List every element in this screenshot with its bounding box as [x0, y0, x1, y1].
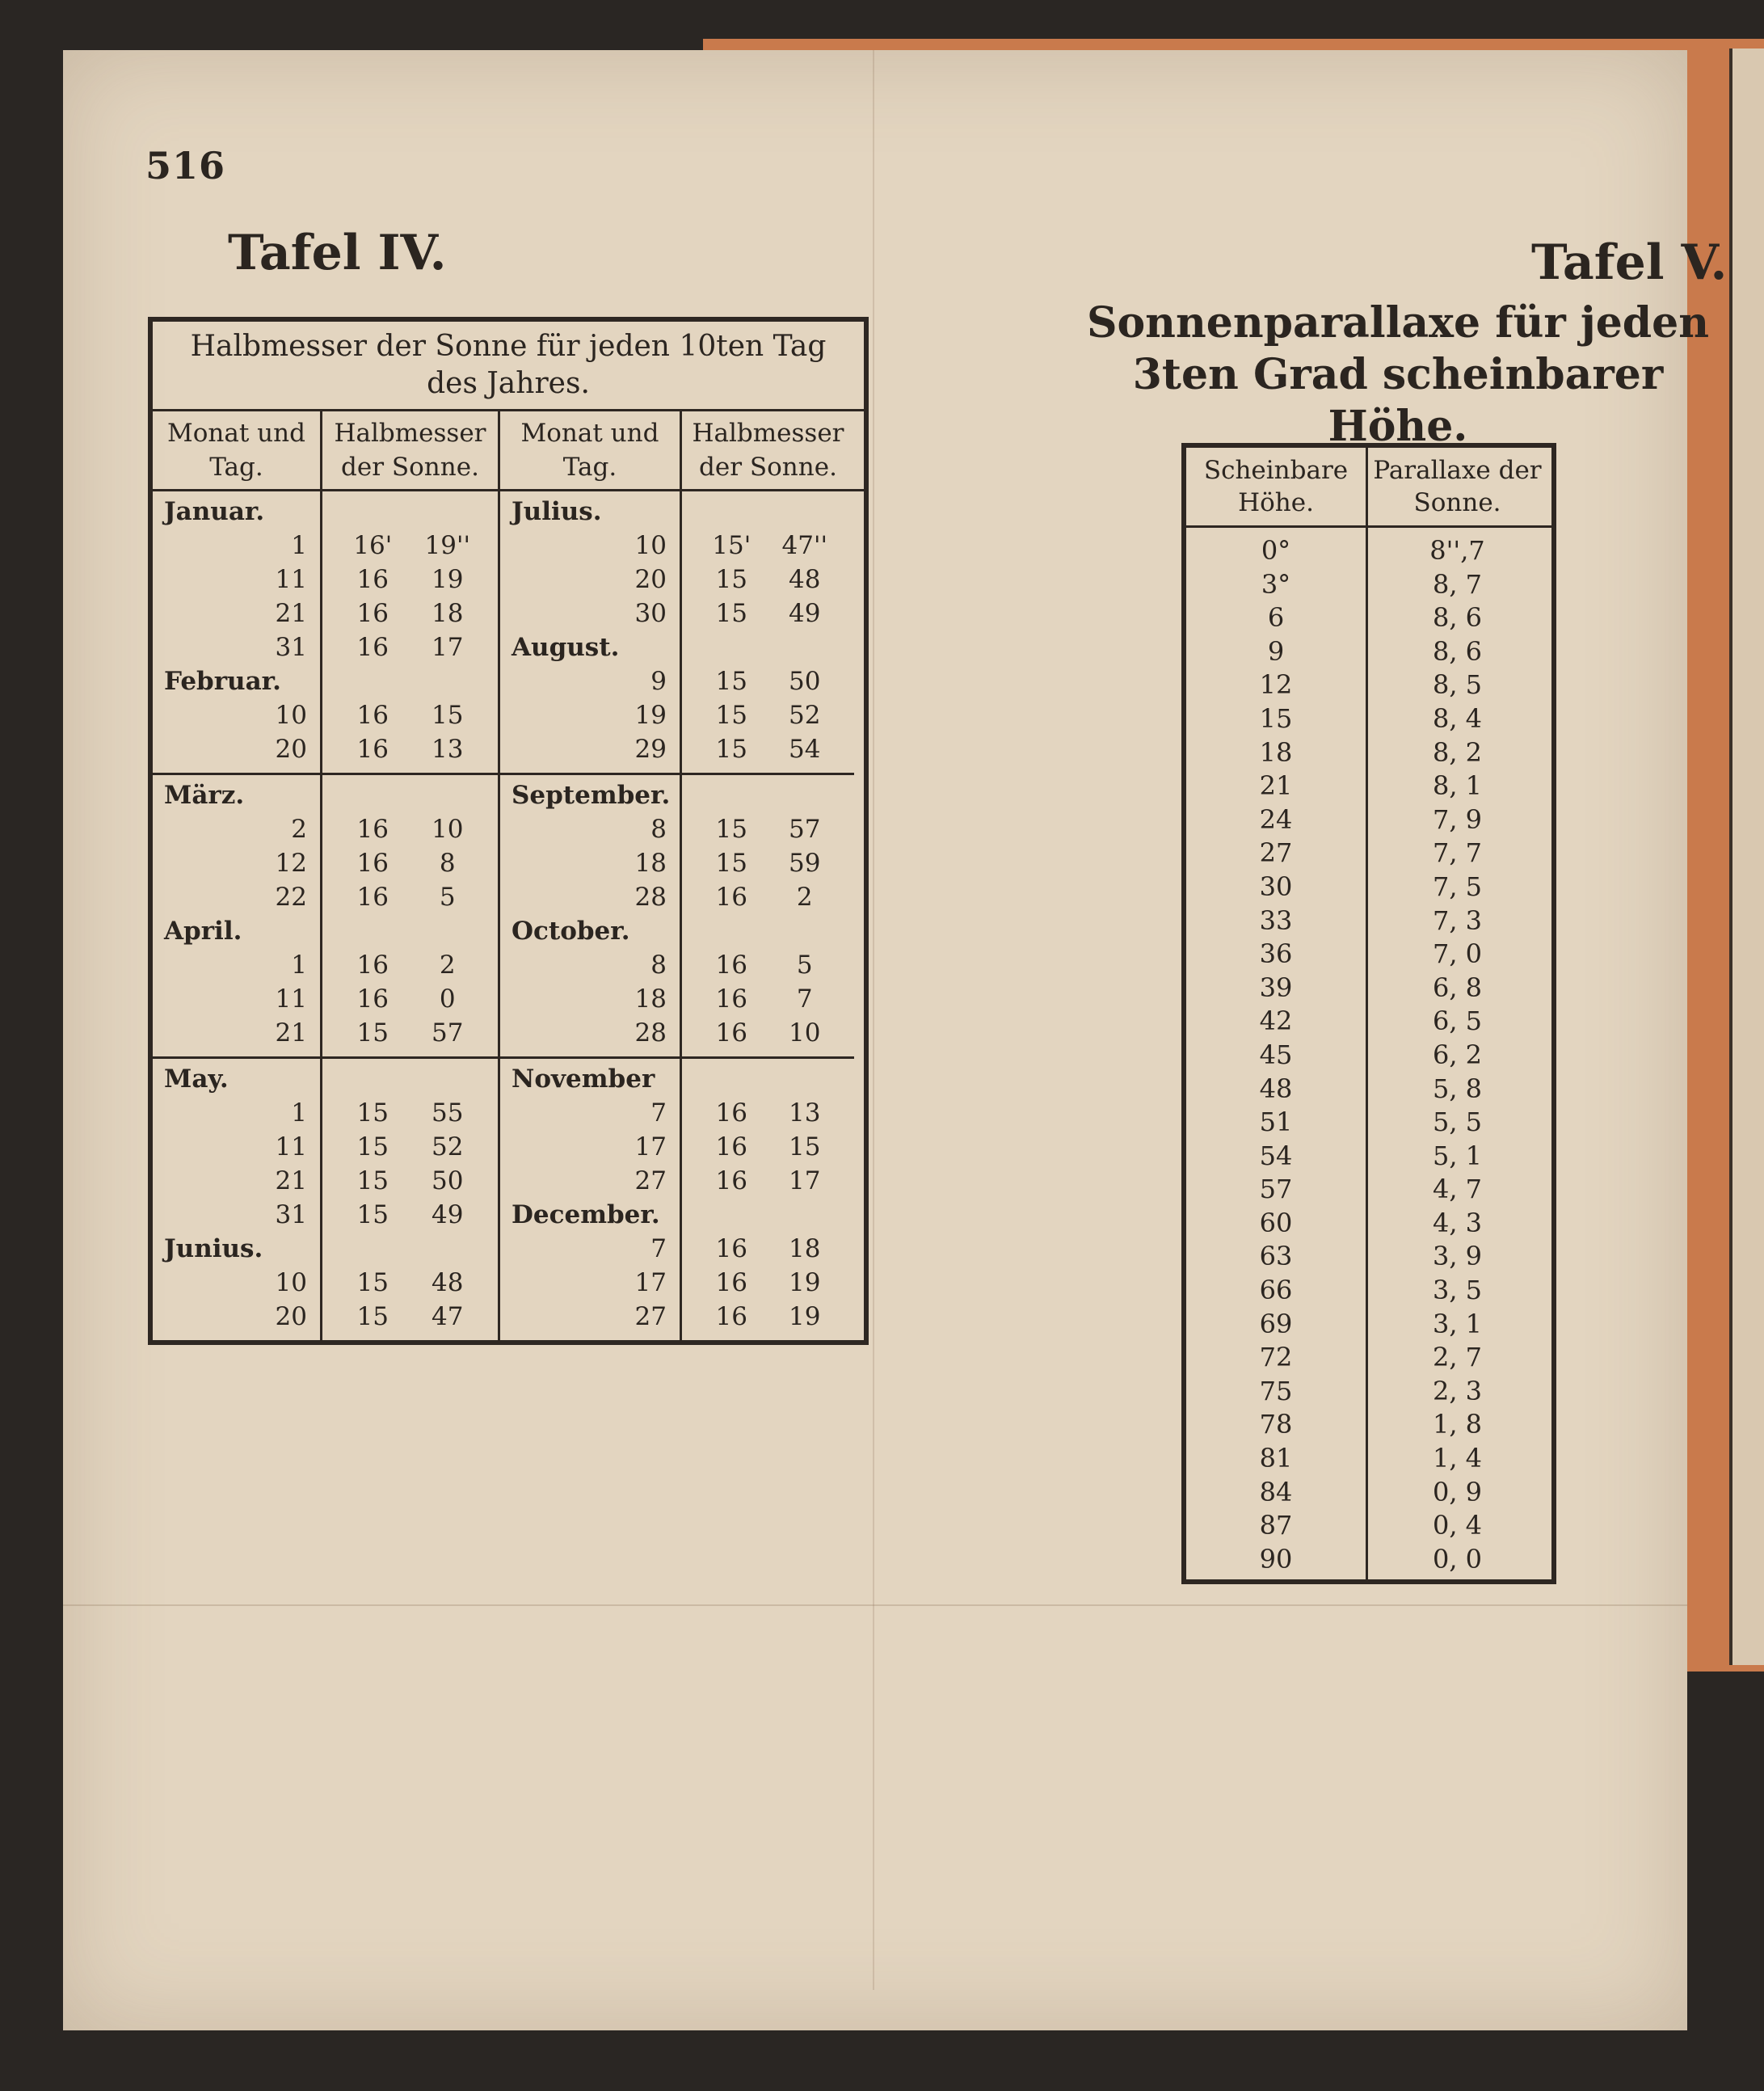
day-number: 22 [275, 883, 307, 912]
halbmesser-value [322, 597, 498, 630]
hoehe-value: 63 [1259, 1241, 1293, 1272]
month-block [500, 1059, 680, 1340]
hoehe-value: 36 [1259, 938, 1293, 970]
hoehe-value: 87 [1259, 1510, 1293, 1541]
halbmesser-value [682, 1130, 854, 1164]
parallaxe-value: 7, 0 [1432, 938, 1483, 970]
day-number: 7 [650, 1098, 667, 1128]
day-number: 18 [634, 984, 667, 1014]
parallaxe-value: 0, 9 [1432, 1476, 1483, 1507]
month-label: März. [164, 781, 245, 810]
halbmesser-value [682, 1016, 854, 1050]
parallaxe-value: 3, 9 [1432, 1241, 1483, 1272]
day-number: 31 [275, 1200, 307, 1229]
hoehe-value: 42 [1259, 1005, 1293, 1037]
day-number: 10 [275, 1268, 307, 1297]
minutes: 15 [356, 1200, 389, 1229]
hoehe-value: 69 [1259, 1308, 1293, 1339]
column-header: Halbmesser der Sonne. [692, 419, 844, 482]
seconds: 57 [789, 815, 821, 844]
parallaxe-value: 1, 4 [1432, 1443, 1483, 1474]
empty-cell [322, 664, 498, 698]
tafel-v-title: Tafel V. [1531, 234, 1728, 291]
seconds: 13 [432, 735, 464, 764]
halbmesser-value [322, 698, 498, 732]
minutes: 16 [356, 599, 389, 628]
minutes: 16 [715, 951, 747, 980]
month-label: August. [512, 633, 620, 662]
minutes: 16 [715, 1268, 747, 1297]
seconds: 48 [789, 565, 821, 594]
halbmesser-value [322, 880, 498, 914]
seconds: 19 [432, 565, 464, 594]
hoehe-value: 12 [1259, 669, 1293, 701]
day-number: 30 [634, 599, 667, 628]
hoehe-value: 27 [1259, 837, 1293, 869]
tafel-iv-table [148, 317, 869, 1345]
hoehe-value: 66 [1259, 1275, 1293, 1306]
tafel-v-table [1181, 443, 1556, 1584]
parallaxe-value: 6, 8 [1432, 972, 1483, 1003]
hoehe-value: 9 [1267, 635, 1285, 667]
parallaxe-value: 8, 4 [1432, 702, 1483, 734]
seconds: 47 [432, 1302, 464, 1331]
day-number: 8 [650, 951, 667, 980]
day-number: 18 [634, 849, 667, 878]
day-number: 29 [634, 735, 667, 764]
parallaxe-value: 8, 1 [1432, 770, 1483, 802]
day-number: 27 [634, 1166, 667, 1195]
fold-line-vertical [873, 50, 874, 1990]
seconds: 15 [432, 701, 464, 730]
minutes: 15' [712, 531, 751, 560]
hoehe-value: 57 [1259, 1174, 1293, 1205]
month-label: April. [164, 917, 242, 946]
minutes: 15 [356, 1132, 389, 1161]
month-block [322, 1059, 498, 1340]
month-label: September. [512, 781, 671, 810]
seconds: 57 [432, 1018, 464, 1048]
adjacent-page-edge [1729, 48, 1764, 1665]
day-number: 8 [650, 815, 667, 844]
month-label: December. [512, 1200, 660, 1229]
seconds: 5 [796, 951, 813, 980]
day-number: 28 [634, 883, 667, 912]
minutes: 15 [715, 599, 747, 628]
empty-cell [322, 778, 498, 812]
halbmesser-value [322, 1198, 498, 1232]
month-block [322, 775, 498, 1059]
seconds: 50 [789, 667, 821, 696]
minutes: 15 [715, 849, 747, 878]
empty-cell [682, 914, 854, 948]
hoehe-value: 75 [1259, 1375, 1293, 1406]
tafel-v-body [1186, 528, 1551, 1579]
seconds: 17 [432, 633, 464, 662]
hoehe-value: 81 [1259, 1443, 1293, 1474]
column-scheinbare-hoehe [1186, 528, 1368, 1579]
seconds: 54 [789, 735, 821, 764]
empty-cell [682, 495, 854, 529]
seconds: 19'' [424, 531, 470, 560]
minutes: 15 [715, 815, 747, 844]
empty-cell [682, 778, 854, 812]
seconds: 7 [796, 984, 813, 1014]
halbmesser-value [682, 1096, 854, 1130]
seconds: 19 [789, 1268, 821, 1297]
column-header: Parallaxe der Sonne. [1373, 456, 1542, 517]
seconds: 15 [789, 1132, 821, 1161]
month-block [682, 1059, 854, 1340]
parallaxe-value: 0, 0 [1432, 1543, 1483, 1575]
minutes: 15 [356, 1268, 389, 1297]
minutes: 16 [356, 815, 389, 844]
halbmesser-value [322, 563, 498, 597]
month-block [153, 1059, 320, 1340]
month-label: November [512, 1064, 655, 1094]
parallaxe-value: 7, 7 [1432, 837, 1483, 869]
seconds: 55 [432, 1098, 464, 1128]
page-number: 516 [145, 144, 226, 188]
halbmesser-value [682, 880, 854, 914]
parallaxe-value: 0, 4 [1432, 1510, 1483, 1541]
empty-cell [322, 1062, 498, 1096]
minutes: 15 [715, 735, 747, 764]
seconds: 52 [789, 701, 821, 730]
hoehe-value: 0° [1261, 535, 1291, 566]
halbmesser-value [682, 664, 854, 698]
seconds: 10 [432, 815, 464, 844]
parallaxe-value: 7, 9 [1432, 803, 1483, 835]
column-header: Monat und Tag. [500, 411, 682, 489]
month-block [500, 775, 680, 1059]
minutes: 16 [715, 1166, 747, 1195]
halbmesser-value [322, 1300, 498, 1334]
halbmesser-value [682, 1232, 854, 1266]
seconds: 59 [789, 849, 821, 878]
seconds: 49 [432, 1200, 464, 1229]
day-number: 12 [275, 849, 307, 878]
parallaxe-value: 1, 8 [1432, 1409, 1483, 1440]
hoehe-value: 84 [1259, 1476, 1293, 1507]
seconds: 48 [432, 1268, 464, 1297]
empty-cell [322, 1232, 498, 1266]
seconds: 10 [789, 1018, 821, 1048]
month-block [500, 491, 680, 775]
hoehe-value: 30 [1259, 871, 1293, 902]
day-number: 11 [275, 565, 307, 594]
halbmesser-value [682, 597, 854, 630]
hoehe-value: 6 [1267, 602, 1285, 634]
halbmesser-value [682, 982, 854, 1016]
minutes: 15 [715, 701, 747, 730]
halbmesser-value [322, 812, 498, 846]
seconds: 17 [789, 1166, 821, 1195]
month-block [682, 491, 854, 775]
minutes: 16 [715, 1234, 747, 1263]
day-number: 19 [634, 701, 667, 730]
tafel-iv-heading: Halbmesser der Sonne für jeden 10ten Tag des Jahres. [153, 322, 864, 411]
day-number: 27 [634, 1302, 667, 1331]
halbmesser-value [322, 1096, 498, 1130]
halbmesser-value [322, 1266, 498, 1300]
empty-cell [682, 1062, 854, 1096]
halbmesser-value [322, 982, 498, 1016]
halbmesser-value [682, 948, 854, 982]
tafel-v-header-row [1186, 448, 1551, 528]
month-label: Januar. [164, 497, 265, 526]
hoehe-value: 21 [1259, 770, 1293, 802]
day-number: 7 [650, 1234, 667, 1263]
tafel-v-caption: Sonnenparallaxe für jeden 3ten Grad scheinbarer Höhe. [1086, 298, 1710, 451]
parallaxe-value: 3, 5 [1432, 1275, 1483, 1306]
hoehe-value: 78 [1259, 1409, 1293, 1440]
parallaxe-value: 4, 3 [1432, 1207, 1483, 1238]
month-block [153, 775, 320, 1059]
minutes: 16 [715, 1018, 747, 1048]
month-block [322, 491, 498, 775]
seconds: 52 [432, 1132, 464, 1161]
minutes: 16 [715, 883, 747, 912]
minutes: 16 [356, 565, 389, 594]
empty-cell [322, 914, 498, 948]
minutes: 16 [715, 1302, 747, 1331]
hoehe-value: 33 [1259, 904, 1293, 936]
hoehe-value: 15 [1259, 702, 1293, 734]
parallaxe-value: 5, 5 [1432, 1107, 1483, 1138]
month-block [153, 491, 320, 775]
seconds: 0 [439, 984, 456, 1014]
parallaxe-value: 5, 8 [1432, 1073, 1483, 1104]
day-number: 21 [275, 599, 307, 628]
halbmesser-value [682, 1300, 854, 1334]
column-header: Scheinbare Höhe. [1186, 448, 1368, 525]
day-number: 28 [634, 1018, 667, 1048]
parallaxe-value: 8, 6 [1432, 635, 1483, 667]
parallaxe-value: 2, 7 [1432, 1342, 1483, 1373]
seconds: 2 [439, 951, 456, 980]
halbmesser-value [682, 812, 854, 846]
seconds: 50 [432, 1166, 464, 1195]
halbmesser-value [322, 529, 498, 563]
halbmesser-value [322, 846, 498, 880]
day-number: 9 [650, 667, 667, 696]
halbmesser-value [682, 846, 854, 880]
hoehe-value: 51 [1259, 1107, 1293, 1138]
column-monat-tag-2 [500, 491, 682, 1340]
day-number: 1 [291, 531, 307, 560]
minutes: 16 [715, 1132, 747, 1161]
tafel-iv-header-row [153, 411, 864, 491]
tafel-iv-body [153, 491, 864, 1340]
month-block [682, 775, 854, 1059]
month-label: May. [164, 1064, 229, 1094]
month-label: October. [512, 917, 630, 946]
parallaxe-value: 8, 5 [1432, 669, 1483, 701]
month-label: Julius. [512, 497, 602, 526]
parallaxe-value: 5, 1 [1432, 1140, 1483, 1171]
halbmesser-value [682, 563, 854, 597]
halbmesser-value [322, 1016, 498, 1050]
halbmesser-value [682, 529, 854, 563]
minutes: 16 [356, 951, 389, 980]
minutes: 16 [356, 984, 389, 1014]
seconds: 8 [439, 849, 456, 878]
minutes: 16 [356, 883, 389, 912]
minutes: 15 [356, 1302, 389, 1331]
month-label: Februar. [164, 667, 281, 696]
halbmesser-value [322, 1164, 498, 1198]
minutes: 15 [356, 1018, 389, 1048]
minutes: 16 [715, 1098, 747, 1128]
hoehe-value: 24 [1259, 803, 1293, 835]
column-monat-tag-1 [153, 491, 322, 1340]
parallaxe-value: 7, 5 [1432, 871, 1483, 902]
parallaxe-value: 7, 3 [1432, 904, 1483, 936]
parallaxe-value: 4, 7 [1432, 1174, 1483, 1205]
column-halbmesser-1 [322, 491, 500, 1340]
month-label: Junius. [164, 1234, 263, 1263]
day-number: 17 [634, 1268, 667, 1297]
day-number: 11 [275, 984, 307, 1014]
day-number: 20 [275, 735, 307, 764]
seconds: 18 [789, 1234, 821, 1263]
halbmesser-value [682, 698, 854, 732]
fold-line-horizontal [63, 1604, 1687, 1606]
minutes: 16' [353, 531, 393, 560]
hoehe-value: 39 [1259, 972, 1293, 1003]
day-number: 20 [634, 565, 667, 594]
day-number: 10 [275, 701, 307, 730]
day-number: 21 [275, 1018, 307, 1048]
minutes: 16 [356, 849, 389, 878]
day-number: 2 [291, 815, 307, 844]
seconds: 13 [789, 1098, 821, 1128]
minutes: 16 [356, 735, 389, 764]
halbmesser-value [322, 1130, 498, 1164]
empty-cell [682, 630, 854, 664]
parallaxe-value: 2, 3 [1432, 1375, 1483, 1406]
empty-cell [682, 1198, 854, 1232]
parallaxe-value: 3, 1 [1432, 1308, 1483, 1339]
column-halbmesser-2 [682, 491, 854, 1340]
day-number: 31 [275, 633, 307, 662]
halbmesser-value [322, 630, 498, 664]
day-number: 1 [291, 951, 307, 980]
parallaxe-value: 8'',7 [1429, 535, 1485, 566]
parallaxe-value: 6, 2 [1432, 1039, 1483, 1070]
seconds: 47'' [781, 531, 827, 560]
column-header: Monat und Tag. [153, 411, 322, 489]
minutes: 15 [715, 667, 747, 696]
halbmesser-value [322, 948, 498, 982]
seconds: 49 [789, 599, 821, 628]
column-parallaxe [1368, 528, 1547, 1579]
tafel-iv-title: Tafel IV. [228, 225, 447, 281]
halbmesser-value [682, 1266, 854, 1300]
seconds: 19 [789, 1302, 821, 1331]
hoehe-value: 54 [1259, 1140, 1293, 1171]
parallaxe-value: 8, 2 [1432, 736, 1483, 768]
minutes: 16 [715, 984, 747, 1014]
seconds: 2 [796, 883, 813, 912]
day-number: 17 [634, 1132, 667, 1161]
hoehe-value: 18 [1259, 736, 1293, 768]
seconds: 18 [432, 599, 464, 628]
minutes: 16 [356, 701, 389, 730]
column-header: Halbmesser der Sonne. [322, 411, 500, 489]
day-number: 20 [275, 1302, 307, 1331]
empty-cell [322, 495, 498, 529]
day-number: 11 [275, 1132, 307, 1161]
halbmesser-value [682, 732, 854, 766]
parallaxe-value: 8, 7 [1432, 568, 1483, 600]
minutes: 15 [356, 1166, 389, 1195]
minutes: 15 [715, 565, 747, 594]
halbmesser-value [682, 1164, 854, 1198]
hoehe-value: 90 [1259, 1543, 1293, 1575]
day-number: 21 [275, 1166, 307, 1195]
hoehe-value: 48 [1259, 1073, 1293, 1104]
hoehe-value: 60 [1259, 1207, 1293, 1238]
hoehe-value: 45 [1259, 1039, 1293, 1070]
parallaxe-value: 6, 5 [1432, 1005, 1483, 1037]
halbmesser-value [322, 732, 498, 766]
hoehe-value: 3° [1261, 568, 1291, 600]
seconds: 5 [439, 883, 456, 912]
day-number: 10 [634, 531, 667, 560]
day-number: 1 [291, 1098, 307, 1128]
parallaxe-value: 8, 6 [1432, 602, 1483, 634]
minutes: 15 [356, 1098, 389, 1128]
hoehe-value: 72 [1259, 1342, 1293, 1373]
minutes: 16 [356, 633, 389, 662]
